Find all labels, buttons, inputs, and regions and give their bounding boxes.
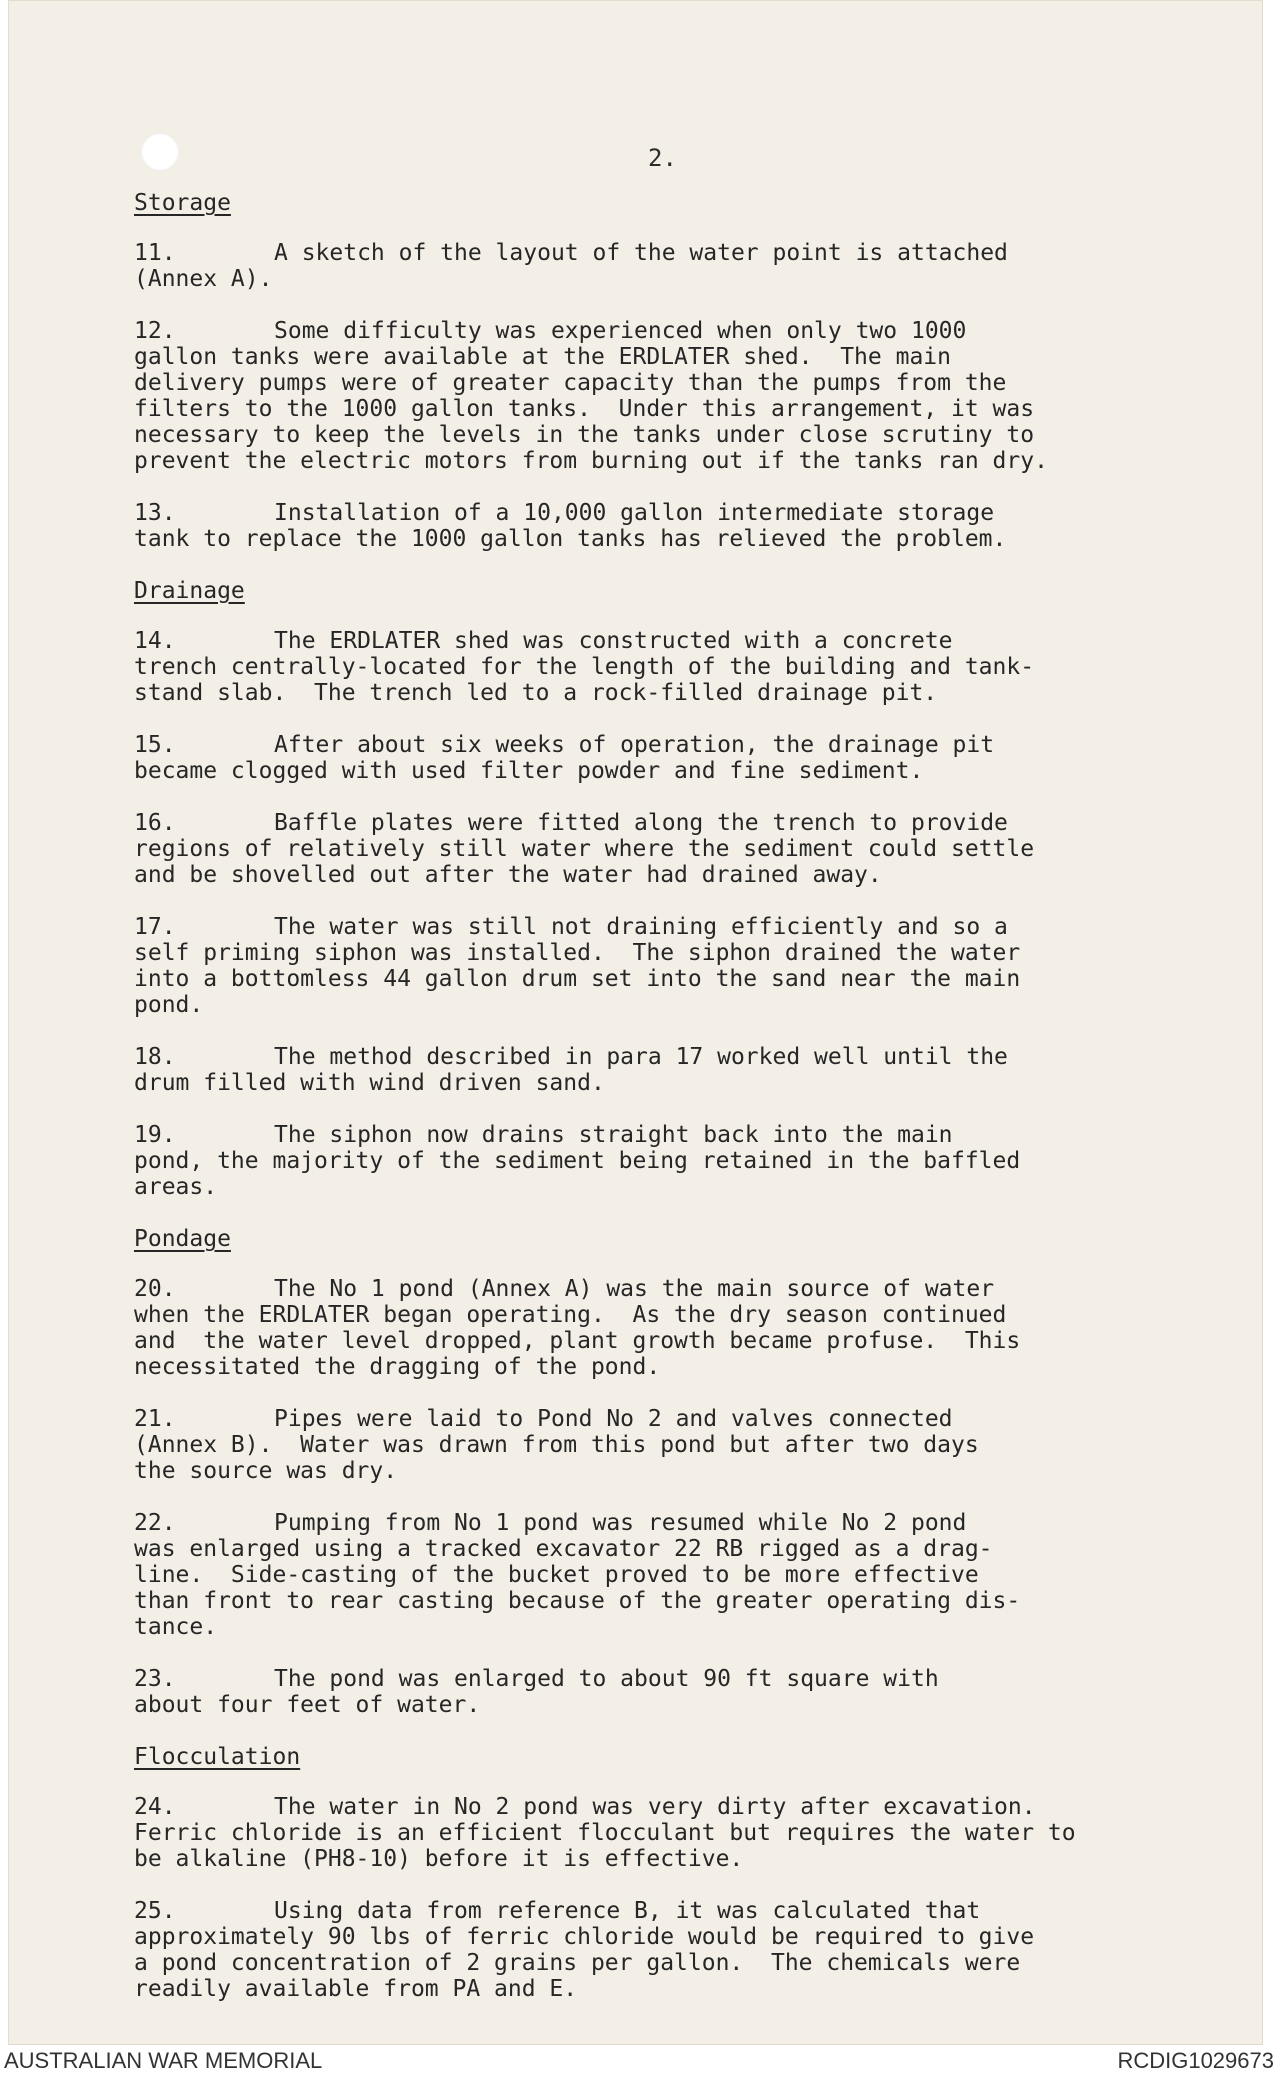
paragraph-number: 21. — [134, 1406, 176, 1432]
paragraph-20: 20. The No 1 pond (Annex A) was the main source of water when the ERDLATER began operating. As the dry season continued and the water level dropped, plant growth became profuse. This necessitated the dragging of the pond. — [134, 1276, 1021, 1380]
paragraph-number: 18. — [134, 1044, 176, 1070]
page-number: 2. — [648, 144, 677, 172]
paragraph-25: 25. Using data from reference B, it was calculated that approximately 90 lbs of ferric chloride would be required to give a pond concentration of 2 grains per gallon. The chemicals were readily available from PA and E. — [134, 1898, 1035, 2002]
paragraph-17: 17. The water was still not draining efficiently and so a self priming siphon was installed. The siphon drained the water into a bottomless 44 gallon drum set into the sand near the main pond. — [134, 914, 1021, 1018]
paragraph-18: 18. The method described in para 17 worked well until the drum filled with wind driven sand. — [134, 1044, 1008, 1096]
paragraph-number: 14. — [134, 628, 176, 654]
paragraph-11: 11. A sketch of the layout of the water point is attached (Annex A). — [134, 240, 1008, 292]
paragraph-number: 24. — [134, 1794, 176, 1820]
paragraph-19: 19. The siphon now drains straight back into the main pond, the majority of the sediment being retained in the baffled areas. — [134, 1122, 1021, 1200]
footer-archive-name: AUSTRALIAN WAR MEMORIAL — [4, 2048, 323, 2073]
document-body — [126, 190, 1186, 2028]
paragraph-number: 11. — [134, 240, 176, 266]
section-heading-flocculation: Flocculation — [134, 1744, 301, 1770]
paragraph-number: 23. — [134, 1666, 176, 1692]
paragraph-21: 21. Pipes were laid to Pond No 2 and valves connected (Annex B). Water was drawn from this pond but after two days the source was dry. — [134, 1406, 979, 1484]
paragraph-number: 15. — [134, 732, 176, 758]
footer-record-id: RCDIG1029673 — [1117, 2048, 1274, 2073]
punch-hole — [141, 133, 179, 171]
paragraph-number: 17. — [134, 914, 176, 940]
paragraph-12: 12. Some difficulty was experienced when only two 1000 gallon tanks were available at the ERDLATER shed. The main delivery pumps were of greater capacity than the pumps from the filters to the 1000 gallon tanks. Under this arrangement, it was necessary to keep the levels in the tanks under close scrutiny to prevent the electric motors from burning out if the tanks ran dry. — [134, 318, 1048, 474]
section-heading-storage: Storage — [134, 190, 231, 216]
paragraph-13: 13. Installation of a 10,000 gallon intermediate storage tank to replace the 1000 gallon tanks has relieved the problem. — [134, 500, 1007, 552]
paragraph-number: 13. — [134, 500, 176, 526]
paragraph-number: 22. — [134, 1510, 176, 1536]
paragraph-14: 14. The ERDLATER shed was constructed with a concrete trench centrally-located for the length of the building and tank- stand slab. The trench led to a rock-filled drainage pit. — [134, 628, 1035, 706]
paragraph-number: 20. — [134, 1276, 176, 1302]
paragraph-15: 15. After about six weeks of operation, the drainage pit became clogged with used filter powder and fine sediment. — [134, 732, 995, 784]
paragraph-number: 25. — [134, 1898, 176, 1924]
paragraph-16: 16. Baffle plates were fitted along the trench to provide regions of relatively still water where the sediment could settle and be shovelled out after the water had drained away. — [134, 810, 1035, 888]
paragraph-24: 24. The water in No 2 pond was very dirty after excavation. Ferric chloride is an efficient flocculant but requires the water to be alkaline (PH8-10) before it is effective. — [134, 1794, 1076, 1872]
paragraph-22: 22. Pumping from No 1 pond was resumed while No 2 pond was enlarged using a tracked excavator 22 RB rigged as a drag- line. Side-casting of the bucket proved to be more effective than front to rear casting because of the greater operating dis- tance. — [134, 1510, 1021, 1640]
paragraph-number: 16. — [134, 810, 176, 836]
paragraph-23: 23. The pond was enlarged to about 90 ft square with about four feet of water. — [134, 1666, 939, 1718]
section-heading-drainage: Drainage — [134, 578, 245, 604]
paragraph-number: 12. — [134, 318, 176, 344]
section-heading-pondage: Pondage — [134, 1226, 231, 1252]
paragraph-number: 19. — [134, 1122, 176, 1148]
document-page — [8, 0, 1263, 2045]
